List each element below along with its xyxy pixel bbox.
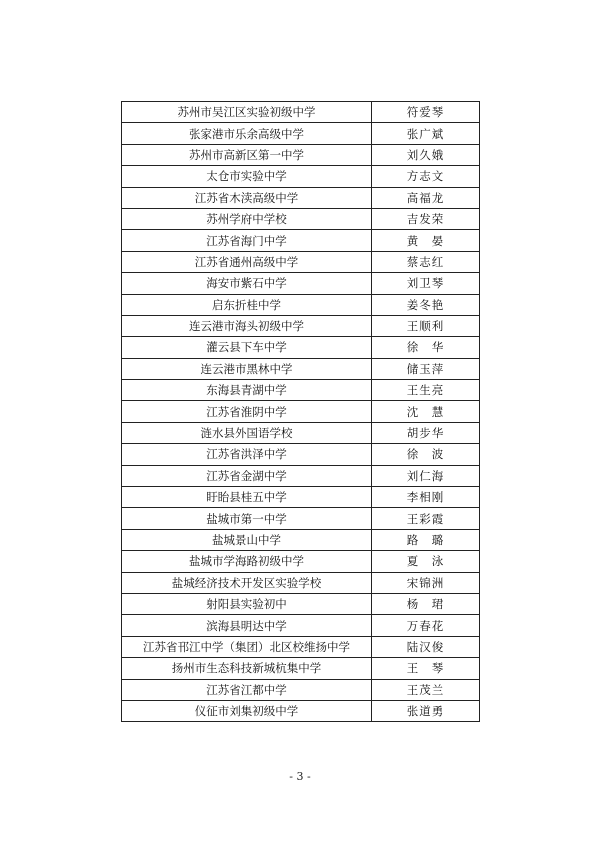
teacher-name-cell: 符爱琴 — [372, 102, 480, 123]
school-name-cell: 太仓市实验中学 — [122, 166, 372, 187]
table-row — [122, 615, 480, 636]
school-name-cell: 江苏省海门中学 — [122, 230, 372, 251]
school-name-cell: 盐城市学海路初级中学 — [122, 551, 372, 572]
school-name-cell: 江苏省邗江中学（集团）北区校维扬中学 — [122, 636, 372, 657]
school-name-cell: 盐城经济技术开发区实验学校 — [122, 572, 372, 593]
table-row — [122, 187, 480, 208]
school-name-cell: 启东折桂中学 — [122, 294, 372, 315]
teacher-name-cell: 方志文 — [372, 166, 480, 187]
teacher-name-cell: 张道勇 — [372, 700, 480, 721]
school-name-cell: 扬州市生态科技新城杭集中学 — [122, 658, 372, 679]
teacher-name-cell: 陆汉俊 — [372, 636, 480, 657]
school-name-cell: 江苏省洪泽中学 — [122, 444, 372, 465]
teacher-name-cell: 夏 泳 — [372, 551, 480, 572]
table-row — [122, 679, 480, 700]
teacher-name-cell: 吉发荣 — [372, 208, 480, 229]
teacher-name-cell: 徐 华 — [372, 337, 480, 358]
school-name-cell: 江苏省江都中学 — [122, 679, 372, 700]
teacher-name-cell: 李相刚 — [372, 487, 480, 508]
table-row — [122, 401, 480, 422]
table-row — [122, 700, 480, 721]
school-name-cell: 连云港市海头初级中学 — [122, 315, 372, 336]
teacher-name-cell: 王顺利 — [372, 315, 480, 336]
school-name-cell: 灌云县下车中学 — [122, 337, 372, 358]
teacher-name-cell: 张广斌 — [372, 123, 480, 144]
table-row — [122, 636, 480, 657]
table-row — [122, 358, 480, 379]
table-row — [122, 123, 480, 144]
teacher-name-cell: 刘卫琴 — [372, 273, 480, 294]
school-name-cell: 江苏省木渎高级中学 — [122, 187, 372, 208]
table-row — [122, 273, 480, 294]
school-name-cell: 东海县青湖中学 — [122, 380, 372, 401]
table-row — [122, 422, 480, 443]
table-row — [122, 208, 480, 229]
school-name-cell: 苏州学府中学校 — [122, 208, 372, 229]
table-row — [122, 508, 480, 529]
school-name-cell: 涟水县外国语学校 — [122, 422, 372, 443]
table-row — [122, 230, 480, 251]
teacher-name-cell: 王 琴 — [372, 658, 480, 679]
teacher-name-cell: 刘久娥 — [372, 144, 480, 165]
table-row — [122, 315, 480, 336]
table-row — [122, 465, 480, 486]
table-row — [122, 529, 480, 550]
page-number: - 3 - — [289, 770, 311, 783]
school-name-cell: 盐城景山中学 — [122, 529, 372, 550]
teacher-name-cell: 万春花 — [372, 615, 480, 636]
school-name-cell: 海安市紫石中学 — [122, 273, 372, 294]
teacher-name-cell: 宋锦洲 — [372, 572, 480, 593]
school-name-cell: 滨海县明达中学 — [122, 615, 372, 636]
school-name-cell: 盱眙县桂五中学 — [122, 487, 372, 508]
table-row — [122, 487, 480, 508]
teacher-name-cell: 王生亮 — [372, 380, 480, 401]
teacher-name-cell: 刘仁海 — [372, 465, 480, 486]
teacher-name-cell: 王彩霞 — [372, 508, 480, 529]
teacher-name-cell: 蔡志红 — [372, 251, 480, 272]
table-row — [122, 251, 480, 272]
table-body — [122, 102, 480, 722]
teacher-name-cell: 徐 波 — [372, 444, 480, 465]
school-name-cell: 江苏省通州高级中学 — [122, 251, 372, 272]
school-name-cell: 张家港市乐余高级中学 — [122, 123, 372, 144]
teacher-name-cell: 路 璐 — [372, 529, 480, 550]
teacher-name-cell: 胡步华 — [372, 422, 480, 443]
table-row — [122, 658, 480, 679]
table-row — [122, 337, 480, 358]
teacher-name-cell: 黄 晏 — [372, 230, 480, 251]
teacher-name-cell: 姜冬艳 — [372, 294, 480, 315]
teacher-name-cell: 杨 珺 — [372, 593, 480, 614]
table-row — [122, 380, 480, 401]
teacher-name-cell: 高福龙 — [372, 187, 480, 208]
school-teacher-table — [121, 101, 480, 722]
school-name-cell: 盐城市第一中学 — [122, 508, 372, 529]
school-name-cell: 苏州市高新区第一中学 — [122, 144, 372, 165]
table-row — [122, 572, 480, 593]
school-name-cell: 江苏省淮阴中学 — [122, 401, 372, 422]
table-row — [122, 166, 480, 187]
table-row — [122, 144, 480, 165]
table-row — [122, 444, 480, 465]
teacher-name-cell: 储玉萍 — [372, 358, 480, 379]
table-row — [122, 593, 480, 614]
school-name-cell: 仪征市刘集初级中学 — [122, 700, 372, 721]
teacher-name-cell: 沈 慧 — [372, 401, 480, 422]
table-row — [122, 294, 480, 315]
school-name-cell: 连云港市黑林中学 — [122, 358, 372, 379]
table-row — [122, 551, 480, 572]
school-name-cell: 苏州市吴江区实验初级中学 — [122, 102, 372, 123]
teacher-name-cell: 王茂兰 — [372, 679, 480, 700]
table-row — [122, 102, 480, 123]
school-name-cell: 江苏省金湖中学 — [122, 465, 372, 486]
school-name-cell: 射阳县实验初中 — [122, 593, 372, 614]
